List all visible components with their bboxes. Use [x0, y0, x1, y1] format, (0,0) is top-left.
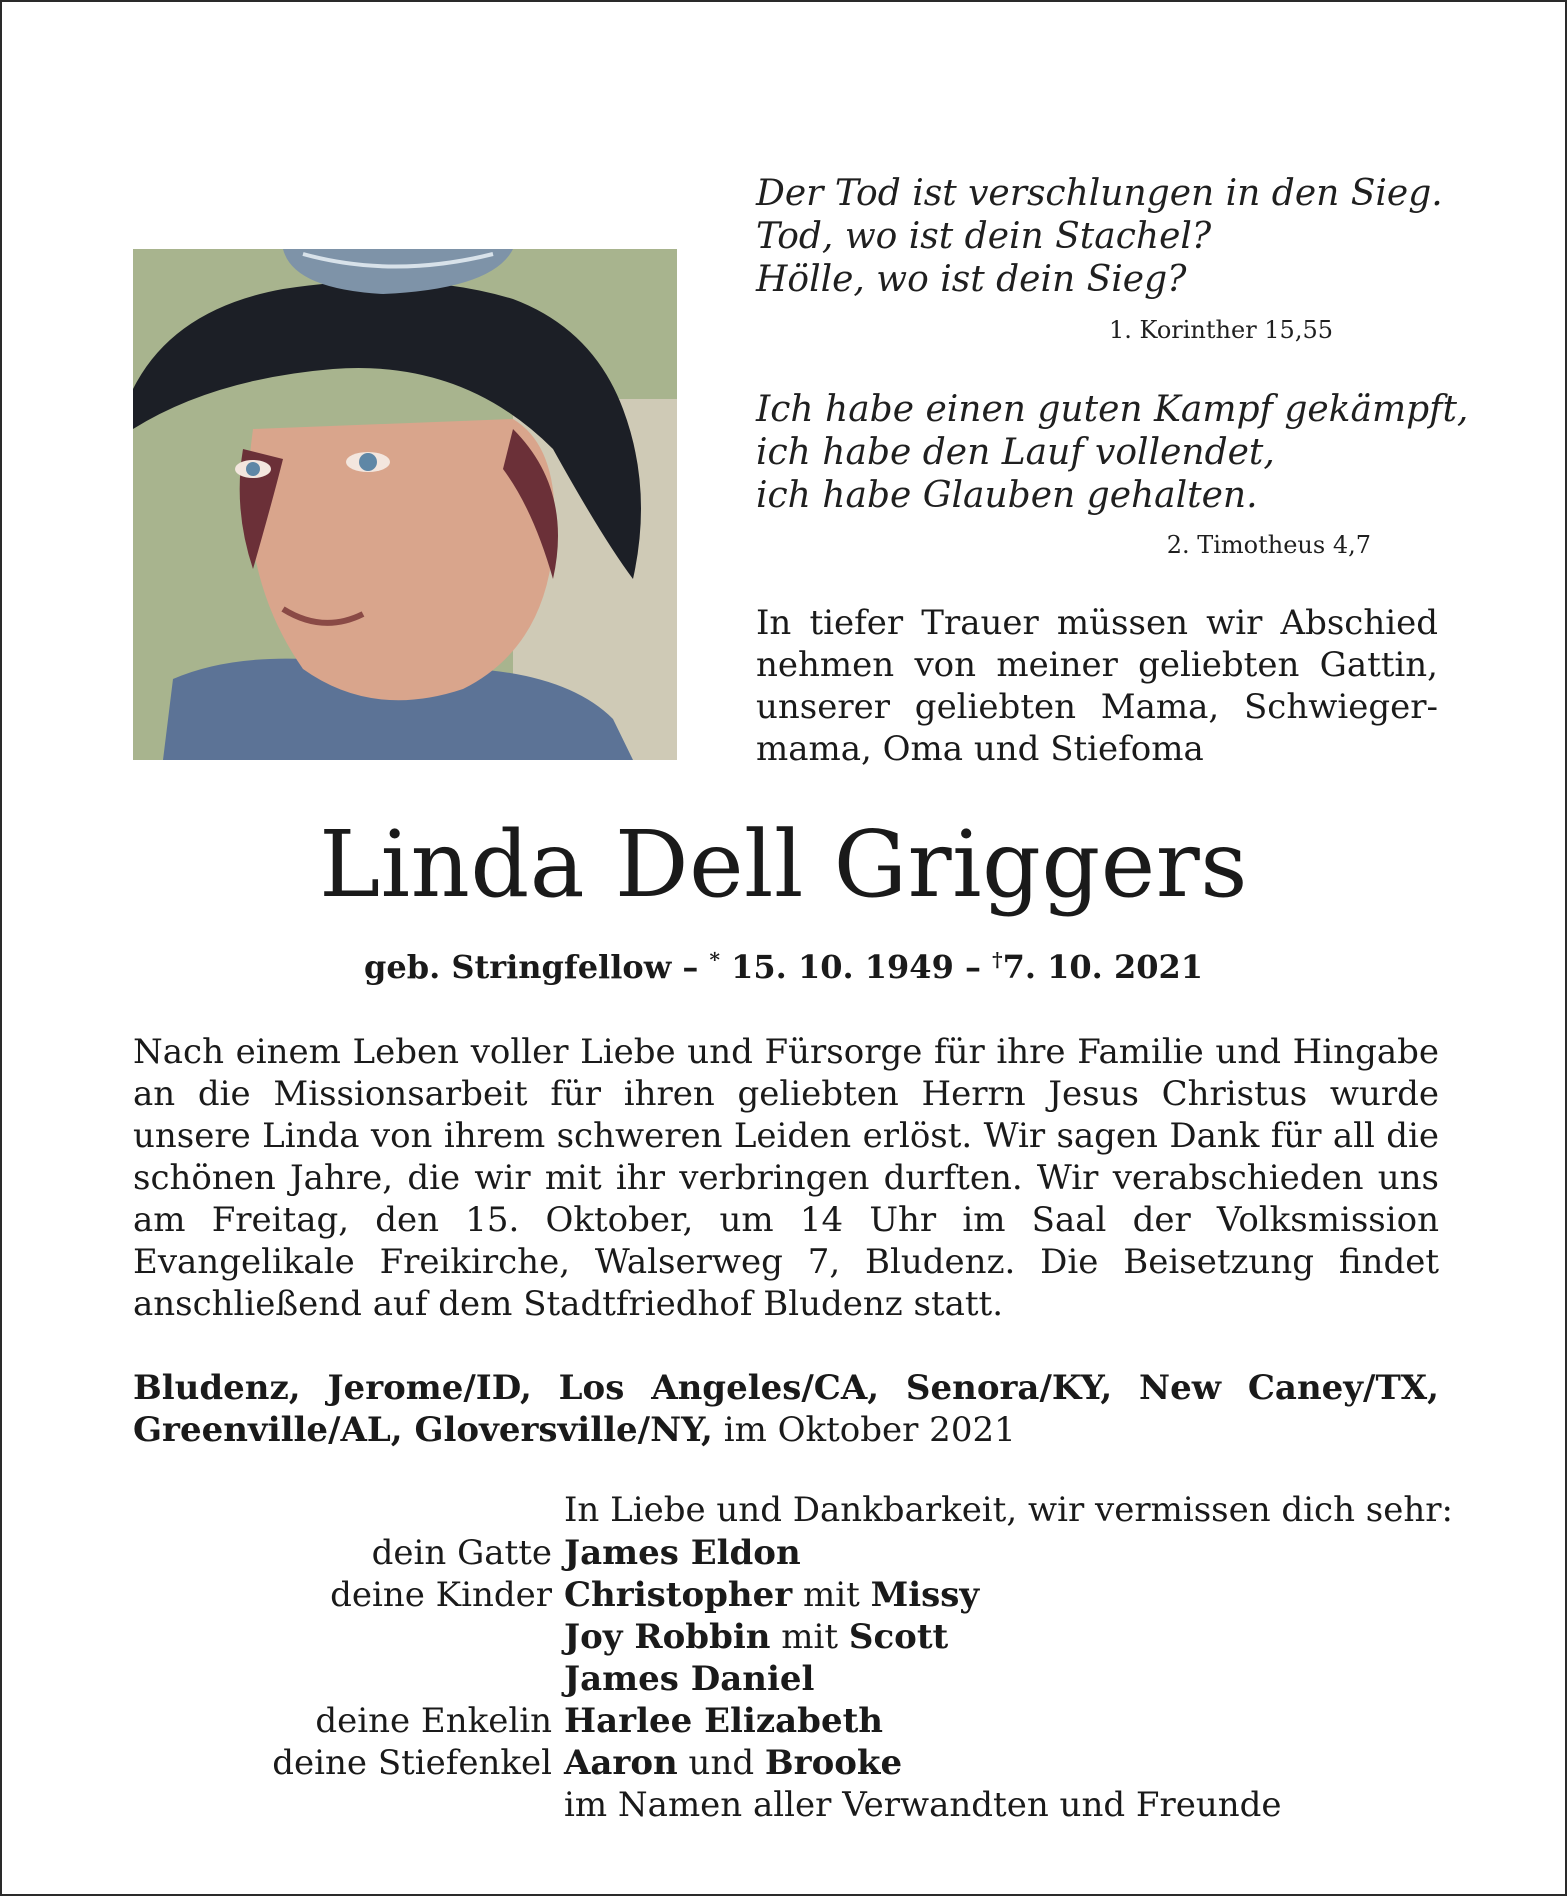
verse-line: Der Tod ist verschlungen in den Sieg.: [756, 173, 1443, 214]
family-name: Brooke: [764, 1743, 903, 1783]
life-story: Nach einem Leben voller Liebe und Fürsorge für ihre Familie und Hingabe an die Missionsarbeit für ihren geliebten Herrn Jesus Christus wurde unsere Linda von ihrem schweren Leiden erlöst. Wir sagen Dank für all die schönen Jahre, die wir mit ihr verbringen durften. Wir verabschieden uns am Freitag, den 15. Oktober, um 14 Uhr im Saal der Volksmission Evangelikale Freikirche, Walserweg 7, Bludenz. Die Beisetzung findet anschließend auf dem Stadtfriedhof Bludenz statt.: [133, 1032, 1439, 1324]
family-footer: im Namen aller Verwandten und Freunde: [564, 1785, 1282, 1825]
family-row-children: [2, 1616, 1567, 1658]
family-name: Scott: [848, 1617, 949, 1657]
family-name: James Daniel: [564, 1659, 815, 1699]
verse-reference-1: 1. Korinther 15,55: [1109, 316, 1333, 344]
relation-label: deine Enkelin: [315, 1701, 552, 1741]
verse-reference-2: 2. Timotheus 4,7: [1166, 531, 1371, 559]
mourning-text: In tiefer Trauer müssen wir Abschied nehmen von meiner geliebten Gattin, unserer geliebten Mama, Schwiegermama, Oma und Stiefoma: [756, 603, 1438, 769]
family-name: Harlee Elizabeth: [564, 1701, 883, 1741]
family-name: Joy Robbin: [564, 1617, 771, 1657]
family-locations: Bludenz, Jerome/ID, Los Angeles/CA, Senora/KY, New Caney/TX, Greenville/AL, Gloversville/NY,: [133, 1368, 1439, 1450]
dash-separator: –: [682, 948, 699, 986]
family-name: Aaron: [564, 1743, 678, 1783]
family-name: Christopher: [564, 1575, 793, 1615]
name-joiner: und: [688, 1743, 755, 1783]
family-row-granddaughter: [2, 1700, 1567, 1742]
portrait-illustration: [133, 249, 677, 760]
family-row-children: [2, 1574, 1567, 1616]
places-and-date: [133, 1367, 1439, 1451]
family-row-footer: [2, 1784, 1567, 1826]
name-joiner: mit: [802, 1575, 860, 1615]
dash-separator: –: [964, 948, 981, 986]
verse-line: ich habe Glauben gehalten.: [756, 475, 1258, 516]
verse-line: Ich habe einen guten Kampf gekämpft,: [756, 389, 1469, 430]
verse-line: Hölle, wo ist dein Sieg?: [756, 259, 1187, 300]
name-joiner: mit: [781, 1617, 839, 1657]
verse-line: ich habe den Lauf vollendet,: [756, 432, 1275, 473]
bible-verse-1: [756, 172, 1443, 301]
relation-label: dein Gatte: [371, 1533, 552, 1573]
closing-line: In Liebe und Dankbarkeit, wir vermissen dich sehr:: [564, 1490, 1453, 1530]
relation-label: deine Stiefenkel: [272, 1743, 552, 1783]
family-name: Missy: [870, 1575, 980, 1615]
family-row-step-grandchildren: [2, 1742, 1567, 1784]
portrait-photo: [133, 249, 677, 760]
birth-date: 15. 10. 1949: [731, 948, 954, 986]
life-dates: [2, 947, 1565, 987]
birth-star-icon: *: [709, 947, 720, 972]
deceased-name: Linda Dell Griggers: [319, 811, 1248, 918]
relation-label: deine Kinder: [330, 1575, 552, 1615]
bible-verse-2: [756, 388, 1468, 517]
death-cross-icon: †: [992, 947, 1003, 972]
family-name: James Eldon: [564, 1533, 801, 1573]
death-date: 7. 10. 2021: [1002, 948, 1203, 986]
verse-line: Tod, wo ist dein Stachel?: [756, 216, 1212, 257]
announcement-date: im Oktober 2021: [723, 1410, 1016, 1450]
family-row-spouse: [2, 1532, 1567, 1574]
birth-name: geb. Stringfellow: [363, 948, 672, 986]
family-row-children: [2, 1658, 1567, 1700]
